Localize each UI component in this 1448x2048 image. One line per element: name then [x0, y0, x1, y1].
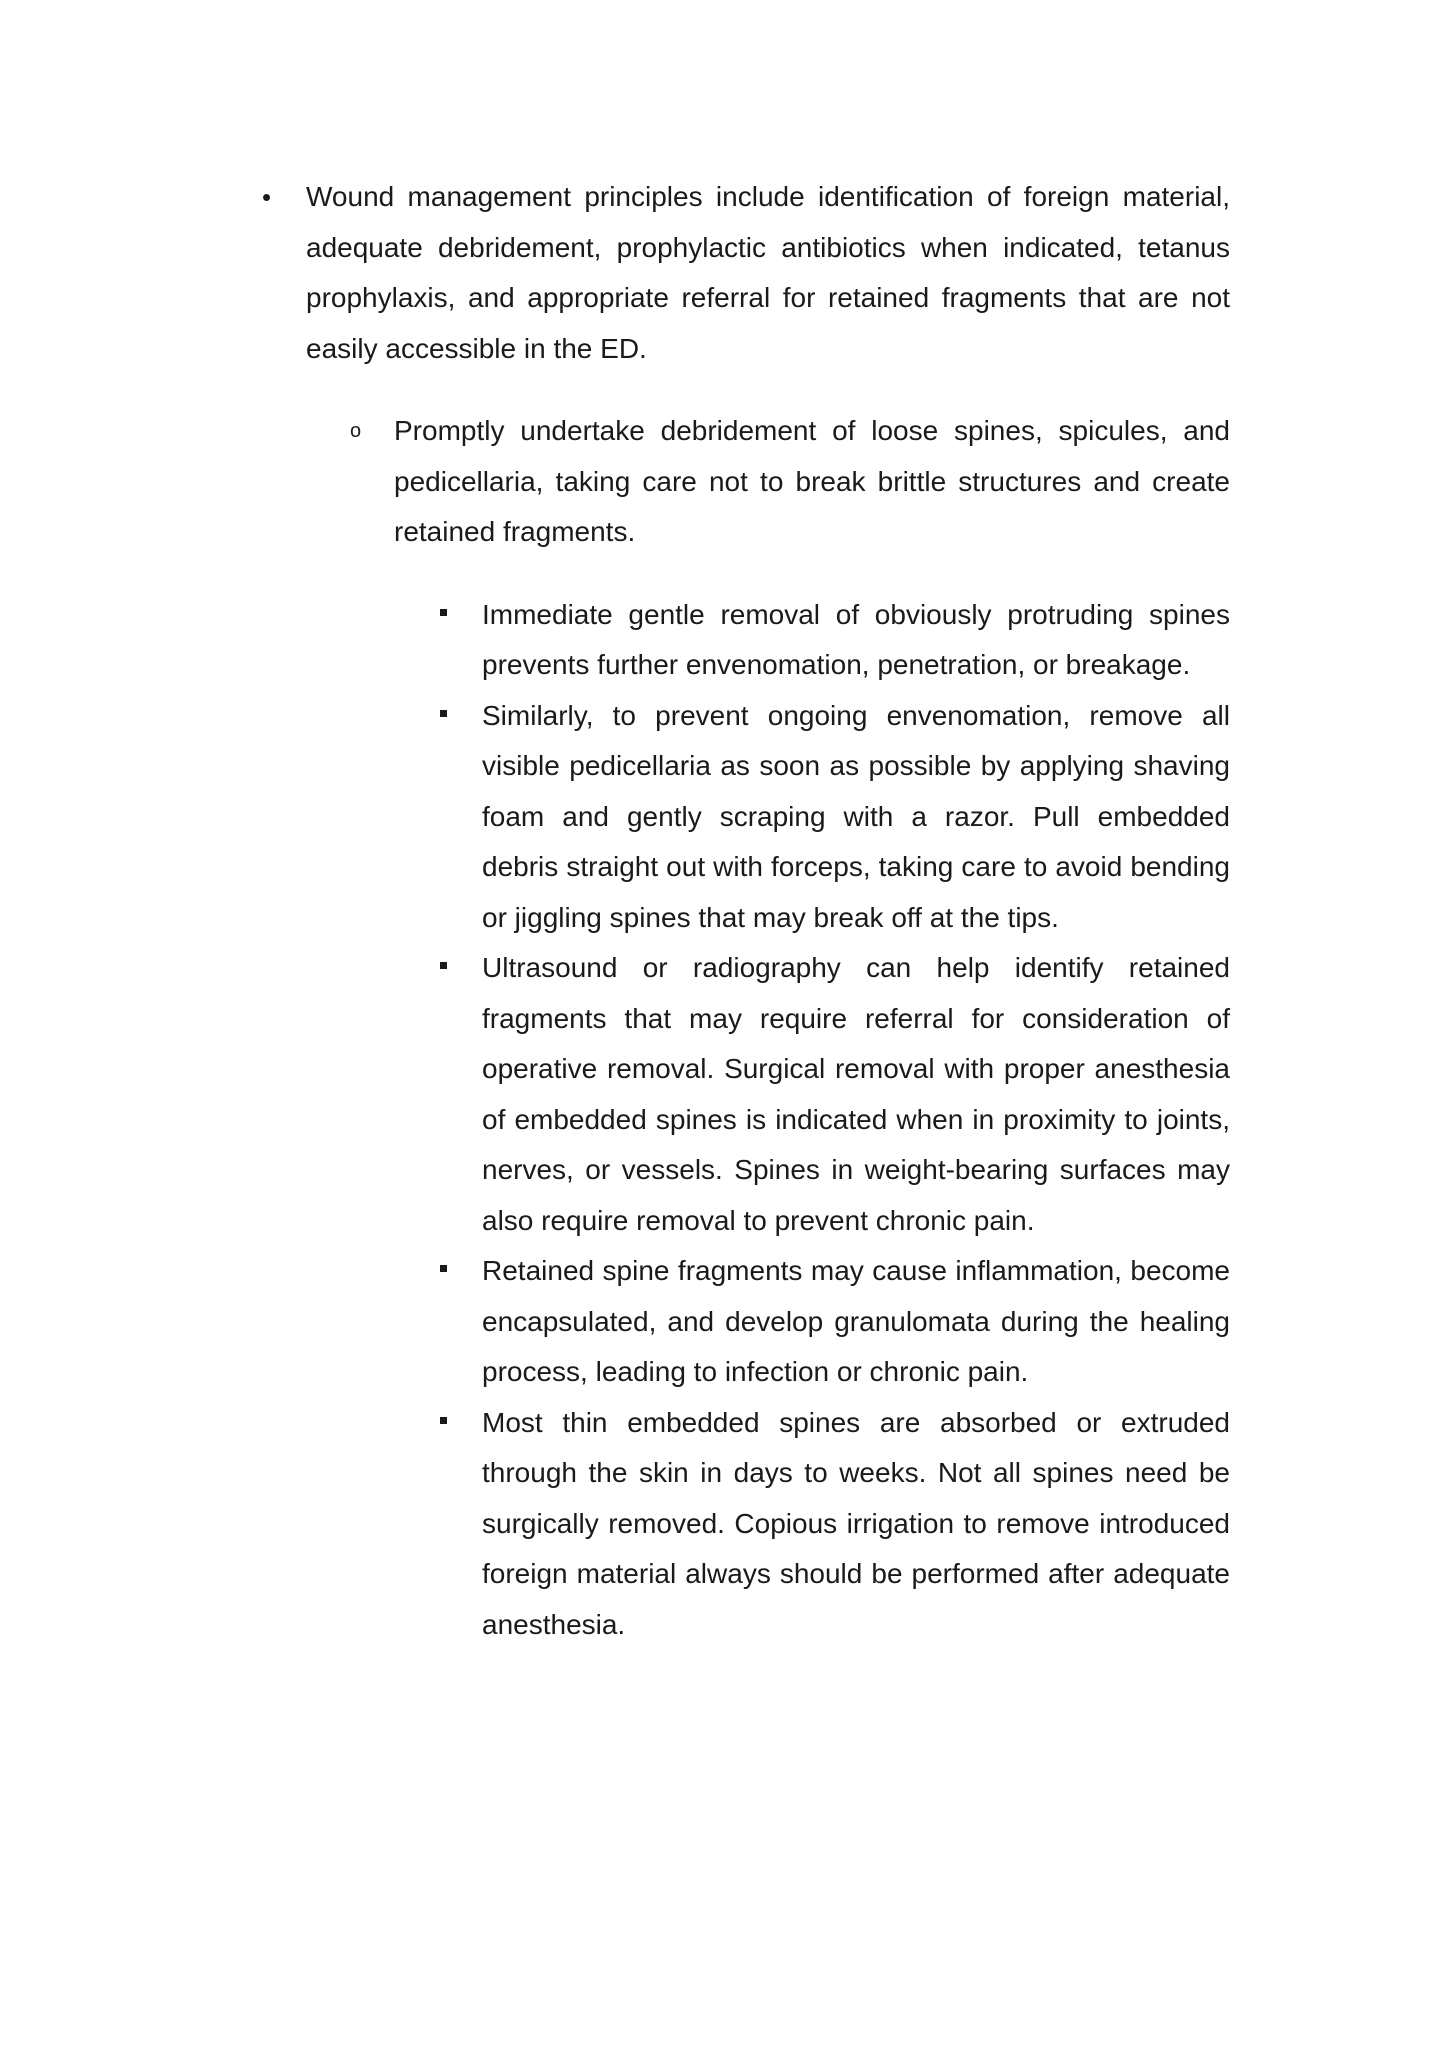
detail-item-retained-fragments	[482, 1246, 1230, 1398]
detail-text: Immediate gentle removal of obviously protruding spines prevents further envenomation, penetration, or breakage.	[482, 598, 1230, 680]
detail-item-imaging	[482, 943, 1230, 1246]
detail-text: Most thin embedded spines are absorbed or extruded through the skin in days to weeks. Not all spines need be surgically removed. Copious irrigation to remove introduced foreign material always should be performed after adequate anesthesia.	[482, 1406, 1230, 1640]
square-bullet-icon	[440, 1398, 447, 1449]
detail-item-removal	[482, 590, 1230, 691]
square-bullet-icon	[440, 943, 447, 994]
detail-item-pedicellaria	[482, 691, 1230, 944]
square-bullet-icon	[440, 1246, 447, 1297]
bullet-item-wound-management	[262, 172, 1230, 374]
detail-text: Retained spine fragments may cause inflammation, become encapsulated, and develop granulomata during the healing process, leading to infection or chronic pain.	[482, 1255, 1230, 1387]
paragraph-debridement: Promptly undertake debridement of loose spines, spicules, and pedicellaria, taking care not to break brittle structures and create retained fragments.	[394, 415, 1230, 547]
document-body	[0, 172, 1448, 1650]
paragraph-wound-management: Wound management principles include identification of foreign material, adequate debridement, prophylactic antibiotics when indicated, tetanus prophylaxis, and appropriate referral for retained fragments that are not easily accessible in the ED.	[306, 181, 1230, 364]
sub-bullet-marker: o	[350, 420, 362, 442]
sub-bullet-item-debridement	[350, 406, 1230, 558]
square-bullet-icon	[440, 691, 447, 742]
bullet-marker: •	[262, 182, 272, 212]
detail-text: Ultrasound or radiography can help identify retained fragments that may require referral for consideration of operative removal. Surgical removal with proper anesthesia of embedded spines is indicated when in proximity to joints, nerves, or vessels. Spines in weight-bearing surfaces may also require removal to prevent chronic pain.	[482, 952, 1230, 1236]
detail-item-thin-spines	[482, 1398, 1230, 1651]
detail-list	[0, 590, 1448, 1651]
detail-text: Similarly, to prevent ongoing envenomation, remove all visible pedicellaria as soon as possible by applying shaving foam and gently scraping with a razor. Pull embedded debris straight out with forceps, taking care to avoid bending or jiggling spines that may break off at the tips.	[482, 699, 1230, 933]
square-bullet-icon	[440, 590, 447, 641]
